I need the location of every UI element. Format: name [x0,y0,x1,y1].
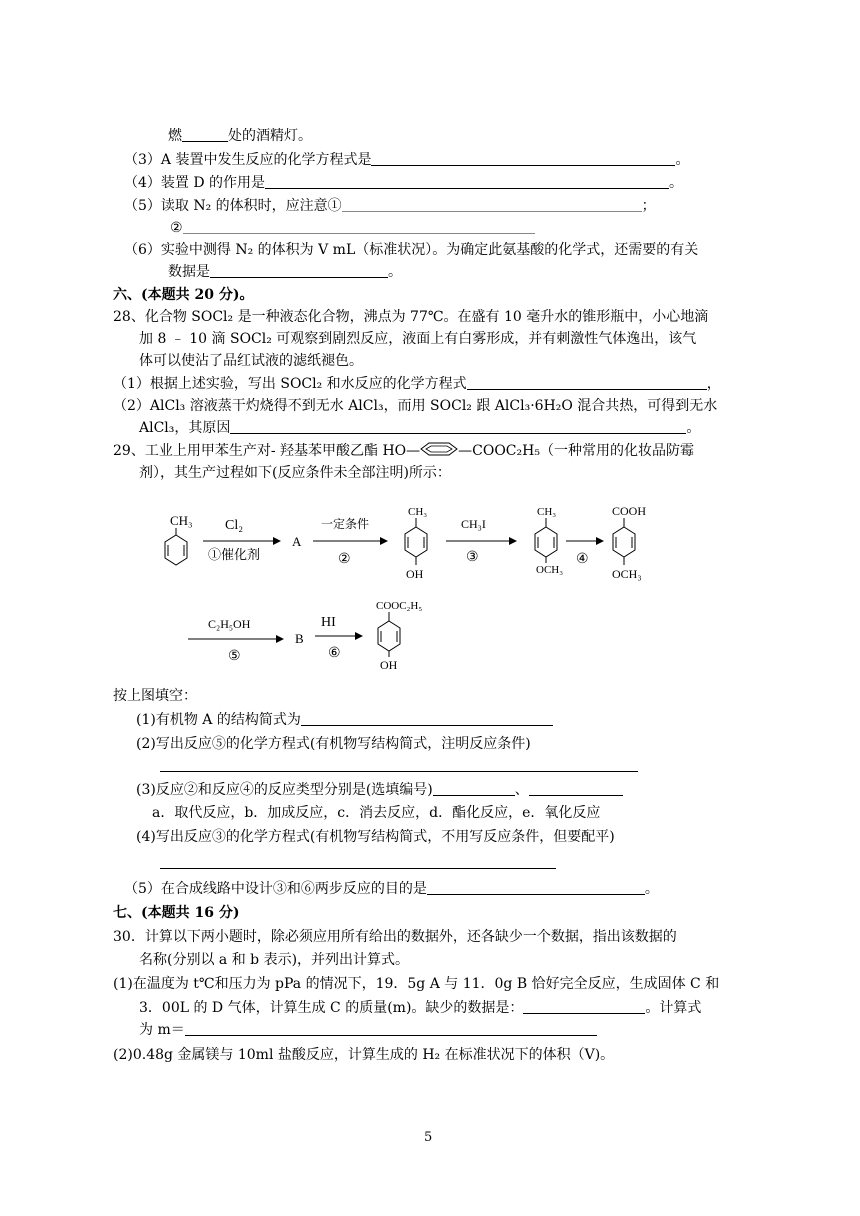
compound-A: A [292,534,302,549]
svg-text:CH₃: CH₃ [170,513,193,528]
answer-blank[interactable] [265,174,669,189]
q29-4-answer [160,853,556,873]
q29-4: (4)写出反应③的化学方程式(有机物写结构简式，不用写反应条件，但要配平) [136,829,615,845]
reaction-arrow-1 [203,518,280,562]
q28-line1: 28、化合物 SOCl₂ 是一种液态化合物，沸点为 77℃。在盛有 10 毫升水的锥形瓶中，小心地滴 [113,309,709,325]
svg-text:COOH: COOH [612,504,647,518]
text: —COOC₂H₅（一种常用的化妆品防霉 [458,443,694,459]
text: 处的酒精灯。 [228,128,312,144]
answer-blank[interactable] [433,781,515,796]
q28-2b: AlCl₃，其原因 。 [139,420,701,436]
question-3: （3）A 装置中发生反应的化学方程式是 。 [124,152,690,168]
answer-blank[interactable] [427,880,645,895]
p-cresol-structure [405,506,427,581]
reaction-arrow-6 [315,615,362,661]
answer-blank[interactable] [371,151,675,166]
svg-text:OH: OH [406,567,424,581]
text: 。计算式 [645,1000,702,1016]
svg-text:HI: HI [321,615,336,630]
svg-text:OCH₃: OCH₃ [536,564,564,576]
svg-text:①催化剂: ①催化剂 [208,547,261,562]
answer-blank[interactable] [523,999,645,1014]
compound-B: B [295,631,304,646]
reaction-arrow-4 [566,541,603,567]
answer-blank[interactable] [230,419,686,434]
question-6: （6）实验中测得 N₂ 的体积为 V mL（标准状况）。为确定此氨基酸的化学式，还需要的有关 [124,242,699,258]
q30-line2: 名称(分别以 a 和 b 表示)，并列出计算式。 [139,952,410,968]
text: (3)反应②和反应④的反应类型分别是(选填编号) [136,782,433,798]
q30-1b [139,998,701,1018]
answer-blank[interactable] [185,1021,597,1036]
q29-line2: 剂），其生产过程如下(反应条件未全部注明)所示： [139,465,451,481]
svg-text:CH₃: CH₃ [537,506,557,518]
text: 29、工业上用甲苯生产对- 羟基苯甲酸乙酯 HO— [113,443,421,459]
text: AlCl₃，其原因 [139,420,231,436]
reaction-scheme [150,495,710,690]
svg-text:③: ③ [466,550,479,565]
reaction-arrow-3 [446,517,516,565]
answer-blank[interactable] [529,781,623,796]
svg-text:④: ④ [576,552,589,567]
question-6b: 数据是 。 [168,264,402,280]
svg-text:CH₃I: CH₃I [461,517,486,531]
text: 为 m＝ [139,1022,185,1038]
q28-line2: 加 8 ﹣ 10 滴 SOCl₂ 可观察到剧烈反应，液面上有白雾形成，并有刺激性气体逸出，该气 [139,331,697,347]
answer-blank[interactable] [183,219,535,234]
q29-2: (2)写出反应⑤的化学方程式(有机物写结构简式，注明反应条件) [136,736,531,752]
q30-line1: 30．计算以下两小题时，除必须应用所有给出的数据外，还各缺少一个数据，指出该数据的 [113,929,677,945]
q30-1c [139,1020,597,1040]
answer-blank[interactable] [210,263,388,278]
text: （5）读取 N₂ 的体积时，应注意① [124,198,342,214]
q28-2: （2）AlCl₃ 溶液蒸干灼烧得不到无水 AlCl₃，而用 SOCl₂ 跟 AlCl₃·6H₂O 混合共热，可得到无水 [113,398,718,414]
line-burn [168,126,312,146]
q30-2: (2)0.48g 金属镁与 10ml 盐酸反应，计算生成的 H₂ 在标准状况下的体积（V)。 [113,1047,615,1063]
q29-line1 [113,441,694,461]
answer-blank[interactable] [467,375,707,390]
question-5b [170,218,535,238]
answer-blank[interactable] [342,197,642,212]
answer-blank[interactable] [160,854,556,869]
answer-blank[interactable] [182,127,228,142]
text: （5）在合成线路中设计③和⑥两步反应的目的是 [124,881,427,897]
svg-text:C₂H₅OH: C₂H₅OH [208,617,251,631]
q30-1: (1)在温度为 t℃和压力为 pPa 的情况下，19．5g A 与 11．0g B 恰好完全反应，生成固体 C 和 [113,976,720,992]
q29-2-answer [160,756,638,776]
text: （1）根据上述实验，写出 SOCl₂ 和水反应的化学方程式 [113,376,467,392]
svg-text:⑤: ⑤ [228,649,241,664]
fill-instruction: 按上图填空： [113,688,197,704]
toluene-structure [165,513,193,565]
answer-blank[interactable] [301,711,553,726]
q28-1: （1）根据上述实验，写出 SOCl₂ 和水反应的化学方程式 ， [113,376,721,392]
answer-blank[interactable] [160,757,638,772]
methylanisole-structure [535,506,563,576]
svg-text:CH₃: CH₃ [408,506,428,518]
svg-text:COOC₂H₅: COOC₂H₅ [376,600,423,612]
q28-line3: 体可以使沾了品红试液的滤纸褪色。 [139,353,363,369]
svg-text:⑥: ⑥ [328,646,341,661]
text: 燃 [168,128,182,144]
text: （4）装置 D 的作用是 [124,175,266,191]
q29-3-options: a．取代反应，b．加成反应，c．消去反应，d．酯化反应，e．氧化反应 [152,805,601,821]
q29-3 [136,780,623,800]
svg-text:OCH₃: OCH₃ [612,567,642,581]
benzene-ring-icon [420,442,458,456]
ethylparaben-structure [376,600,422,672]
text: 、 [514,782,529,798]
svg-text:Cl₂: Cl₂ [225,518,244,533]
svg-text:OH: OH [380,658,398,672]
question-4: （4）装置 D 的作用是 。 [124,175,684,191]
section-7-heading: 七、(本题共 16 分) [113,905,240,921]
methoxybenzoic-acid-structure [612,504,646,581]
q29-1 [136,710,553,730]
text: (1)有机物 A 的结构简式为 [136,712,301,728]
svg-text:②: ② [338,552,351,567]
page-number: 5 [424,1130,433,1145]
text: 数据是 [168,264,210,280]
text: ② [170,220,183,236]
q29-5: （5）在合成线路中设计③和⑥两步反应的目的是 。 [124,881,659,897]
svg-text:一定条件: 一定条件 [321,517,370,531]
section-6-heading: 六、(本题共 20 分)。 [113,287,254,303]
reaction-arrow-2 [313,516,387,567]
text: 3．00L 的 D 气体，计算生成 C 的质量(m)。缺少的数据是： [139,1000,524,1016]
text: （3）A 装置中发生反应的化学方程式是 [124,152,372,168]
reaction-arrow-5 [188,617,283,664]
question-5: （5）读取 N₂ 的体积时，应注意① ； [124,198,656,214]
